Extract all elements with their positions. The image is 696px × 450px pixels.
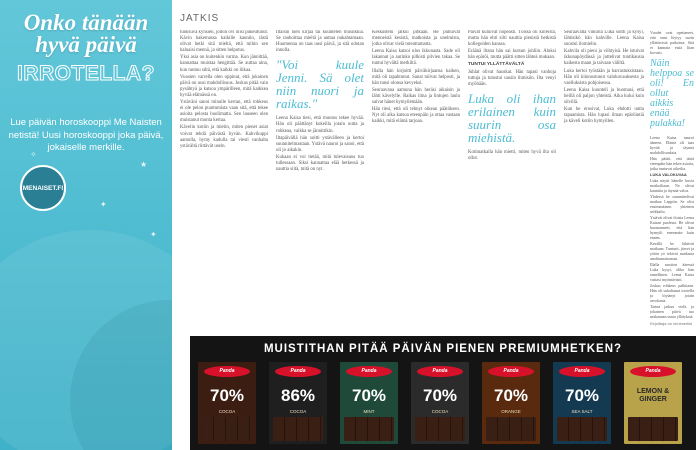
paragraph: Joskus rohkeus palkitaan. Hän oli uskaltanut irrotella ja löytänyt jotain arvokasta. xyxy=(650,283,694,303)
brand-logo: Panda xyxy=(559,366,605,377)
pull-quote: "Voi kuule Jenni. Sä olet niin nuori ja raikas." xyxy=(276,57,364,112)
ad-headline xyxy=(8,12,164,56)
brand-logo: Panda xyxy=(630,366,676,377)
flavor-label: MINT xyxy=(363,409,375,414)
paragraph: Luka näytti hänelle kuvia matkoiltaan. Ne olivat kauniita ja täynnä valoa. xyxy=(650,178,694,193)
byline: Kirjoittaja on nimimerkki xyxy=(650,321,693,326)
chocolate-pieces xyxy=(486,417,536,441)
ad-subtext: Lue päivän horoskooppi Me Naisten netistä! Uusi horoskooppi joka päivä, jokaiselle merkille. xyxy=(8,117,164,153)
article-column-6 xyxy=(650,30,694,332)
paragraph: Yhdessä he suunnittelivat matkaa Lappiin. Se olisi ensimmäinen yhteinen seikkailu. xyxy=(650,194,694,214)
paragraph: Kukaan ei voi tietää, mitä tulevaisuus tuo tullessaan. Siksi kannattaa elää hetkessä ja nauttia siitä, mitä on nyt. xyxy=(276,154,364,173)
subheading: LUKA VALOKUVAA xyxy=(650,172,687,177)
article-column-2 xyxy=(276,30,364,332)
ad-headline-line: hyvä päivä xyxy=(35,32,137,57)
ad-big-text: IRROTELLA? xyxy=(17,62,155,85)
paragraph: Yksi asia on kuitenkin varma. Kun jännittää, kannattaa muistaa hengittää. Se auttaa aina, kun tuntuu siltä, että kaikki on liikaa. xyxy=(180,55,268,73)
cocoa-percent: LEMON & GINGER xyxy=(636,388,670,403)
paragraph: Luka kertoi työstään ja harrastuksistaan. Hän oli kiinnostunut valokuvauksesta ja vaelluksista pohjoisessa. xyxy=(564,68,644,86)
chocolate-ad[interactable] xyxy=(190,336,696,450)
cocoa-percent: 70% xyxy=(209,386,245,405)
chocolate-pieces xyxy=(344,417,394,441)
paragraph: Keskustelu jatkui pitkään. He puhuivat menneistä kesistä, matkoista ja unelmista, jotka olivat vielä toteuttamatta. xyxy=(372,30,460,48)
paragraph: Illalla nuotion ääressä Luka kysyi, oliko hän onnellinen. Leena Kaisa vastasi myöntävästi. xyxy=(650,262,694,282)
paragraph: Leena Kaisa katsoi ulos ikkunasta. Sade oli lakannut ja aurinko pilkisti pilvien takaa. Se tuntui hyvältä merkiltä. xyxy=(372,49,460,67)
paragraph: Päivät kuluivat nopeasti. Töissä oli kiireistä, mutta hän ehti silti nauttia pienistä hetkistä kollegoiden kanssa. xyxy=(468,30,556,48)
cocoa-percent: 86% xyxy=(280,386,316,405)
brand-logo: Panda xyxy=(204,366,250,377)
chocolate-pieces xyxy=(415,417,465,441)
cocoa-percent: 70% xyxy=(422,386,458,405)
brand-logo: Panda xyxy=(488,366,534,377)
star-icon: ✦ xyxy=(150,230,157,239)
pull-quote: Luka oli ihan erilainen kuin suurin osa miehistä. xyxy=(468,90,556,145)
paragraph: Leena Kaisa kuunteli ja huomasi, että heillä oli paljon yhteistä. Aika kului kuin siivillä. xyxy=(564,87,644,106)
article-column-1 xyxy=(180,30,268,332)
paragraph: Tarina jatkuu vielä, ja jokainen päivä tuo mukanaan uusia yllätyksiä. xyxy=(650,304,694,319)
star-icon: ✦ xyxy=(100,200,107,209)
paragraph: Iltaisin luen kirjaa tai kuuntelen musiikkia. Se rauhoittaa mieltä ja auttaa nukahtamaan. Huomenna on taas uusi päivä, ja sitä odotan innolla. xyxy=(276,30,364,54)
section-label: JATKIS xyxy=(180,13,220,24)
star-icon: ★ xyxy=(140,160,148,169)
menaiset-badge[interactable] xyxy=(20,165,66,211)
paragraph: Ystäväni sanoi minulle kerran, että rohkeus ei ole pelon puuttumista vaan sitä, että tekee asioita pelosta huolimatta. Sen lauseen olen muistanut monta kertaa. xyxy=(180,100,268,124)
paragraph: Kahvila oli pieni ja viihtyisä. He istuivat ikkunapöydässä ja juttelivat tuntikausia kaikesta maan ja taivaan väliltä. xyxy=(564,49,644,67)
flavor-label: ORANGE xyxy=(501,409,521,414)
chocolate-bar xyxy=(624,362,682,444)
flavor-label: COCOA xyxy=(431,409,449,414)
badge-label: MENAISET.FI xyxy=(22,184,64,192)
chocolate-pieces xyxy=(202,417,252,441)
chocolate-bar xyxy=(553,362,611,444)
paragraph: Hän tiesi, että oli tehnyt oikean päätöksen. Nyt oli aika katsoa eteenpäin ja ottaa vastaan kaikki, mitä elämä tarjoaa. xyxy=(372,107,460,125)
paragraph: Leena Kaisa nauroi ääneen. Elämä oli taas hyvää ja täynnä mahdollisuuksia. xyxy=(650,135,694,155)
horoscope-ad[interactable] xyxy=(0,0,172,450)
chocolate-bar xyxy=(482,362,540,444)
chocolate-bar xyxy=(340,362,398,444)
chocolate-bar xyxy=(198,362,256,444)
paragraph: Illalla hän kirjoitti päiväkirjaansa kaiken, mitä oli tapahtunut. Sanat tulivat helposti, ja hän tunsi olonsa kevyeksi. xyxy=(372,68,460,86)
flavor-label: COCOA xyxy=(218,409,236,414)
brand-logo: Panda xyxy=(417,366,463,377)
paragraph: Vuosien varrella olen oppinut, että jokainen päivä on uusi mahdollisuus. Joskus pitää vain pysähtyä ja katsoa ympärilleen, mitä kaikkea hyvää elämässä on. xyxy=(180,74,268,98)
ad-headline-line: Onko tänään xyxy=(23,10,149,35)
cocoa-percent: 70% xyxy=(493,386,529,405)
paragraph: Hän päätti, että tästä eteenpäin hän tekee asioita, jotka tuntuvat oikeilta. xyxy=(650,156,694,171)
paragraph: Kun he erosivat, Luka ehdotti uutta tapaamista. Hän lupasi ilman epäröintiä ja käveli kotiin hymyillen. xyxy=(564,107,644,125)
article-column-3 xyxy=(372,30,460,332)
brand-logo: Panda xyxy=(275,366,321,377)
paragraph: Kävelin kotiin ja mietin, miten pienet asiat voivat tehdä päivästä hyvän. Kahvikuppi aamulla, hymy kadulla tai viesti vanhalta ystävältä riittävät usein. xyxy=(180,125,268,149)
paragraph: tuoksuva kynsien, joihin ovi olisi pukeutunut. Kävin hakemassa kaikille kauniin, tästä olivat hetki sitä mieltä, että mihin sen haluaisi mennä, ja sitten helpotus. xyxy=(180,30,268,54)
paragraph: Leena Kaisa tiesi, että muutos tekee hyvää. Hän oli päättänyt kokeilla jotain uutta ja rohkeaa, vaikka se jännittikin. xyxy=(276,116,364,134)
paragraph: Juhlat olivat hauskat. Hän tapasi vanhoja tuttuja ja tutustui uusiin ihmisiin. Ilta venyi myöhään. xyxy=(468,69,556,87)
paragraph: Seuraavana aamuna hän heräsi aikaisin ja lähti kävelylle. Raikas ilma ja lintujen laulu saivat hänet hymyilemään. xyxy=(372,87,460,106)
ad-slogan: MUISTITHAN PITÄÄ PÄIVÄN PIENEN PREMIUMHETKEN? xyxy=(263,343,623,355)
chocolate-pieces xyxy=(273,417,323,441)
brand-logo: Panda xyxy=(346,366,392,377)
article-column-4 xyxy=(468,30,556,332)
chocolate-bar xyxy=(269,362,327,444)
flavor-label: COCOA xyxy=(289,409,307,414)
article-column-5 xyxy=(564,30,644,332)
paragraph: Eräänä iltana hän sai kutsun juhliin. Aluksi hän epäröi, mutta päätti sitten lähteä mukaan. xyxy=(468,49,556,61)
chocolate-pieces xyxy=(628,417,678,441)
chocolate-bar xyxy=(411,362,469,444)
paragraph: Kesällä he lähtivät matkaan. Tunturit, järvet ja yötön yö tekivät matkasta unohtumattoman. xyxy=(650,241,694,261)
flavor-label: SEA SALT xyxy=(571,409,593,414)
subheading: TUNTUI YLLÄTTÄVÄLTÄ xyxy=(468,62,525,68)
pull-quote: Näin helppoa se oli! En ollut aikkis enää pulakka! xyxy=(650,58,694,129)
paragraph: Seuraavalla viikolla Luka soitti ja kysyi, lähtisikö hän kahville. Leena Kaisa suostui ilomielin. xyxy=(564,30,644,48)
paragraph: Iltapäivällä hän soitti ystävälleen ja kertoi suunnitelmastaan. Ystävä nauroi ja sanoi, että oli jo aikakin. xyxy=(276,135,364,153)
chocolate-pieces xyxy=(557,417,607,441)
star-icon: ✧ xyxy=(30,150,37,159)
paragraph: Ystävät olivat iloisia Leena Kaisan puolesta. He olivat huomanneet, että hän hymyili enemmän kuin ennen. xyxy=(650,215,694,240)
paragraph: Kotimatkalla hän mietti, miten hyvä ilta oli ollut. xyxy=(468,149,556,161)
cocoa-percent: 70% xyxy=(564,386,600,405)
cocoa-percent: 70% xyxy=(351,386,387,405)
paragraph: Vuodet ovat opettaneet, että onni löytyy usein yllättävistä paikoista. Sitä ei kannata etsiä liian kovasti. xyxy=(650,30,694,55)
